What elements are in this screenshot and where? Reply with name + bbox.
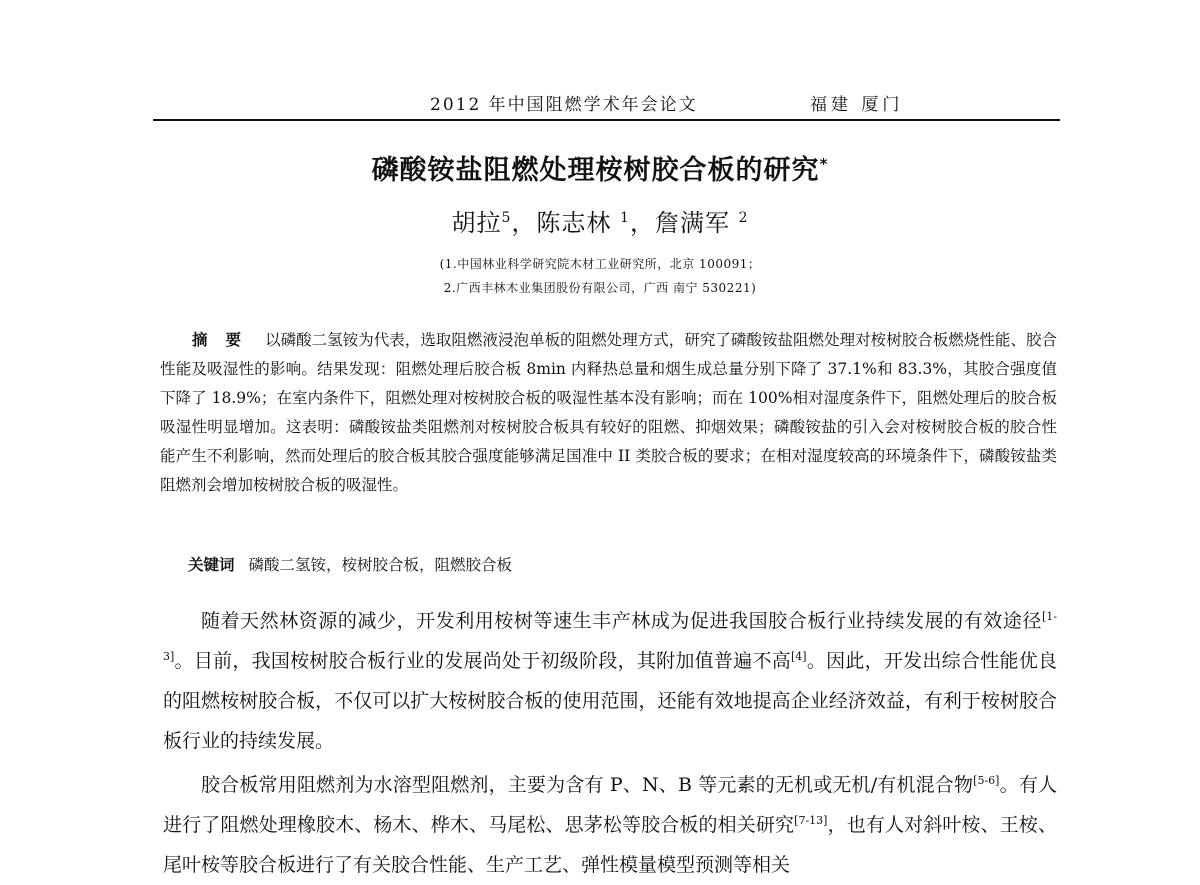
paper-title-text: 磷酸铵盐阻燃处理桉树胶合板的研究 <box>371 155 820 186</box>
author-name: 詹满军 <box>654 209 730 237</box>
author-name: 陈志林 <box>536 209 612 237</box>
citation: [5-6] <box>973 774 1000 787</box>
conference-location: 福建 厦门 <box>810 95 904 115</box>
keywords <box>188 553 512 575</box>
body-text-run: 。因此，开发出综合性能优良的阻燃桉树胶合板，不仅可以扩大桉树胶合板的使用范围，还能有效地提高企业经济效益，有利于桉树胶合板行业的持续发展。 <box>163 650 1057 752</box>
header-rule <box>153 119 1060 121</box>
body-text-run: 。有人进行了阻燃处理橡胶木、杨木、桦木、马尾松、思茅松等胶合板的相关研究 <box>163 774 1057 836</box>
body-paragraph <box>163 601 1057 761</box>
author-affiliation-mark: 1 <box>620 210 630 226</box>
author-separator: ， <box>629 209 655 237</box>
keywords-text: 磷酸二氢铵，桉树胶合板，阻燃胶合板 <box>248 556 513 574</box>
body-text-run: 胶合板常用阻燃剂为水溶型阻燃剂，主要为含有 P、N、B 等元素的无机或无机/有机混合物 <box>201 774 974 796</box>
body-text-run: ，也有人对斜叶桉、王桉、尾叶桉等胶合板进行了有关胶合性能、生产工艺、弹性模量模型预测等相关 <box>163 814 1057 876</box>
keywords-label: 关键词 <box>188 556 235 574</box>
author-affiliation-mark: 5 <box>501 210 512 226</box>
abstract <box>160 326 1057 500</box>
affiliation-line: (1.中国林业科学研究院木材工业研究所，北京 100091； <box>439 257 761 271</box>
citation: [4] <box>790 650 807 663</box>
body-paragraph <box>163 765 1057 885</box>
author-affiliation-mark: 2 <box>738 210 749 226</box>
running-header <box>153 88 1060 118</box>
conference-name: 2012 年中国阻燃学术年会论文 <box>430 95 698 115</box>
author-list <box>0 203 1200 238</box>
affiliation-line: 2.广西丰林木业集团股份有限公司，广西 南宁 530221) <box>443 281 757 295</box>
author-name: 胡拉 <box>451 209 502 237</box>
paper-title <box>0 148 1200 187</box>
body-text <box>163 601 1057 885</box>
body-text-run: 随着天然林资源的减少，开发利用桉树等速生丰产林成为促进我国胶合板行业持续发展的有效途径 <box>201 610 1042 632</box>
citation: [1-3] <box>163 610 1057 663</box>
abstract-text: 以磷酸二氢铵为代表，选取阻燃液浸泡单板的阻燃处理方式，研究了磷酸铵盐阻燃处理对桉树胶合板燃烧性能、胶合性能及吸湿性的影响。结果发现：阻燃处理后胶合板 8min 内释热总量和烟生成总量分别下降了 37.1%和 83.3%，其胶合强度值下降了 18.9%；在室内条件下，阻燃处理对桉树胶合板的吸湿性基本没有影响；而在 100%相对湿度条件下，阻燃处理后的胶合板吸湿性明显增加。这表明：磷酸铵盐类阻燃剂对桉树胶合板具有较好的阻燃、抑烟效果；磷酸铵盐的引入会对桉树胶合板的胶合性能产生不利影响，然而处理后的胶合板其胶合强度能够满足国准中 II 类胶合板的要求；在相对湿度较高的环境条件下，磷酸铵盐类阻燃剂会增加桉树胶合板的吸湿性。 <box>160 331 1057 494</box>
citation: [7-13] <box>794 814 828 827</box>
body-text-run: 。目前，我国桉树胶合板行业的发展尚处于初级阶段，其附加值普遍不高 <box>174 650 791 672</box>
title-footnote-mark: * <box>819 155 829 173</box>
author-separator: ， <box>511 209 537 237</box>
abstract-label: 摘要 <box>192 331 260 349</box>
